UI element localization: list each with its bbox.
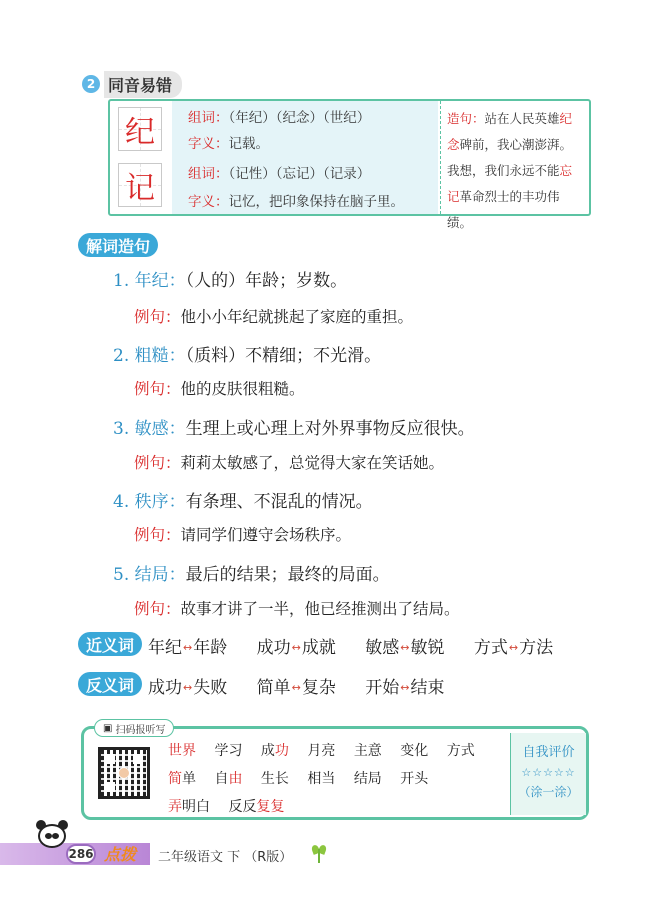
example-text: 故事才讲了一半，他已经推测出了结局。 [180,600,460,618]
zaoju-line [447,106,583,132]
character: 纪 [125,115,155,150]
entry-term: 结局： [134,565,186,585]
entry-term: 年纪： [134,271,186,291]
word: 方法 [519,638,554,658]
zaoju-highlight: 纪 [559,111,573,126]
synonym-list [148,633,577,658]
zaoju-text: 站在人民英雄 [484,111,560,126]
word: 敏锐 [410,638,445,658]
zaoju-line [447,132,583,158]
zuci-label: 组词： [188,110,229,126]
definition-entry [113,414,475,439]
dictation-word: 结局 [353,771,382,787]
scan-dictation-tag[interactable] [94,719,174,737]
scan-icon: ▣ [103,722,113,734]
word: 简单 [256,678,291,698]
zuci-words: （年纪）（纪念）（世纪） [228,110,371,126]
definition-entry [113,266,347,291]
zaoju-text: 革命烈士的丰功伟绩。 [447,189,560,230]
page-number: 286 [66,844,96,864]
definition-entry [113,487,373,512]
entry-definition: 有条理、不混乱的情况。 [185,492,373,512]
zaoju-label: 造句： [447,111,485,126]
zaoju-highlight: 忘 [559,163,573,178]
example-sentence [134,597,460,619]
qr-code[interactable] [98,747,150,799]
character-box-ji-2 [118,163,162,207]
dictation-box [81,722,589,820]
synonym-pair [474,638,553,658]
dictation-word: 变化 [400,743,429,759]
entry-term: 敏感： [134,419,186,439]
antonym-list [148,673,468,698]
double-arrow-icon: ↔ [400,641,410,654]
word: 复杂 [301,678,336,698]
word: 年纪 [148,638,182,658]
entry-number: 3. [113,419,130,439]
entry-definition: （质料）不精细；不光滑。 [185,346,382,366]
synonym-pair [257,638,336,658]
ziyi-text: 记载。 [228,136,269,152]
word: 方式 [473,638,508,658]
double-arrow-icon: ↔ [183,681,193,694]
double-arrow-icon: ↔ [400,681,410,694]
word: 敏感 [365,638,400,658]
example-sentence [134,305,413,327]
dictation-word: 简单 [168,771,196,787]
antonym-pair [257,678,336,698]
zaoju-text: 碑前，我心潮澎湃。 [459,137,573,152]
dictation-word: 相当 [307,771,336,787]
entry-number: 2. [113,346,130,366]
example-sentence [134,377,305,399]
zaoju-line [447,158,583,184]
word: 结束 [410,678,445,698]
example-sentence [134,451,444,473]
zaoju-highlight: 记 [447,189,460,204]
entry-term: 粗糙： [134,346,186,366]
double-arrow-icon: ↔ [183,641,193,654]
self-evaluation-title: 自我评价 [522,745,575,760]
section-title: 同音易错 [104,71,182,98]
ziyi-label: 字义： [188,194,229,210]
section-badge-jieci: 解词造句 [78,233,158,257]
example-label: 例句： [134,380,181,398]
ziyi-line [188,190,404,210]
entry-definition: 生理上或心理上对外界事物反应很快。 [185,419,475,439]
section-header-homophone [82,72,182,96]
section-number: 2 [82,75,100,93]
example-text: 他小小年纪就挑起了家庭的重担。 [180,308,414,326]
dictation-word: 成功 [260,743,289,759]
zaoju-sentences [440,101,589,230]
dictation-word: 生长 [260,771,289,787]
example-sentence [134,523,351,545]
entry-term: 秩序： [134,492,186,512]
self-evaluation [510,733,586,815]
homophone-table [108,99,591,230]
star-rating[interactable]: ☆☆☆☆☆ [521,766,576,779]
dictation-word: 主意 [353,743,382,759]
example-text: 请同学们遵守会场秩序。 [180,526,352,544]
ziyi-line [188,132,269,152]
scan-dictation-label: 扫码报听写 [115,724,166,736]
entry-number: 5. [113,565,130,585]
dictation-word: 反反复复 [228,799,285,815]
example-text: 他的皮肤很粗糙。 [180,380,305,398]
panda-icon [34,818,70,852]
self-evaluation-note: （涂一涂） [518,785,579,799]
example-label: 例句： [134,308,181,326]
word: 成功 [256,638,291,658]
antonym-pair [148,678,227,698]
definition-entry [113,560,390,585]
zaoju-highlight: 念 [447,137,460,152]
word: 失败 [193,678,228,698]
entry-definition: 最后的结果；最终的局面。 [185,565,390,585]
zuci-line [188,106,370,126]
entry-number: 4. [113,492,130,512]
example-label: 例句： [134,454,181,472]
double-arrow-icon: ↔ [291,641,301,654]
section-badge-antonyms: 反义词 [78,672,142,696]
word: 成功 [148,678,182,698]
zuci-line [188,162,370,182]
zuci-words: （记性）（忘记）（记录） [228,166,371,182]
dictation-word: 月亮 [307,743,336,759]
dictation-word: 自由 [214,771,243,787]
dictation-word: 学习 [214,743,243,759]
ziyi-label: 字义： [188,136,229,152]
dictation-word: 弄明白 [168,799,210,815]
brand-logo: 点拨 [104,845,137,864]
word: 开始 [365,678,400,698]
character-column [110,101,170,214]
book-title: 二年级语文 下 （R版） [158,850,293,865]
dictation-word: 世界 [168,743,196,759]
character-box-ji-1 [118,107,162,151]
ziyi-text: 记忆，把印象保持在脑子里。 [228,194,404,210]
word: 成就 [301,638,336,658]
word: 年龄 [193,638,228,658]
zuci-label: 组词： [188,166,229,182]
avatar-icon [118,767,130,779]
antonym-pair [365,678,444,698]
dictation-word: 方式 [446,743,475,759]
character: 记 [125,171,155,206]
section-badge-synonyms: 近义词 [78,632,142,656]
double-arrow-icon: ↔ [291,681,301,694]
entry-number: 1. [113,271,130,291]
homophone-definitions [172,101,438,214]
entry-definition: （人的）年龄；岁数。 [185,271,348,291]
example-text: 莉莉太敏感了，总觉得大家在笑话她。 [180,454,445,472]
synonym-pair [365,638,444,658]
definition-entry [113,341,381,366]
example-label: 例句： [134,600,181,618]
synonym-pair [148,638,227,658]
dictation-words [168,737,508,821]
dictation-word: 开头 [400,771,429,787]
example-label: 例句： [134,526,181,544]
double-arrow-icon: ↔ [508,641,519,654]
zaoju-text: 我想，我们永远不能 [447,163,560,178]
sprout-icon [312,843,326,863]
zaoju-line [447,184,583,236]
